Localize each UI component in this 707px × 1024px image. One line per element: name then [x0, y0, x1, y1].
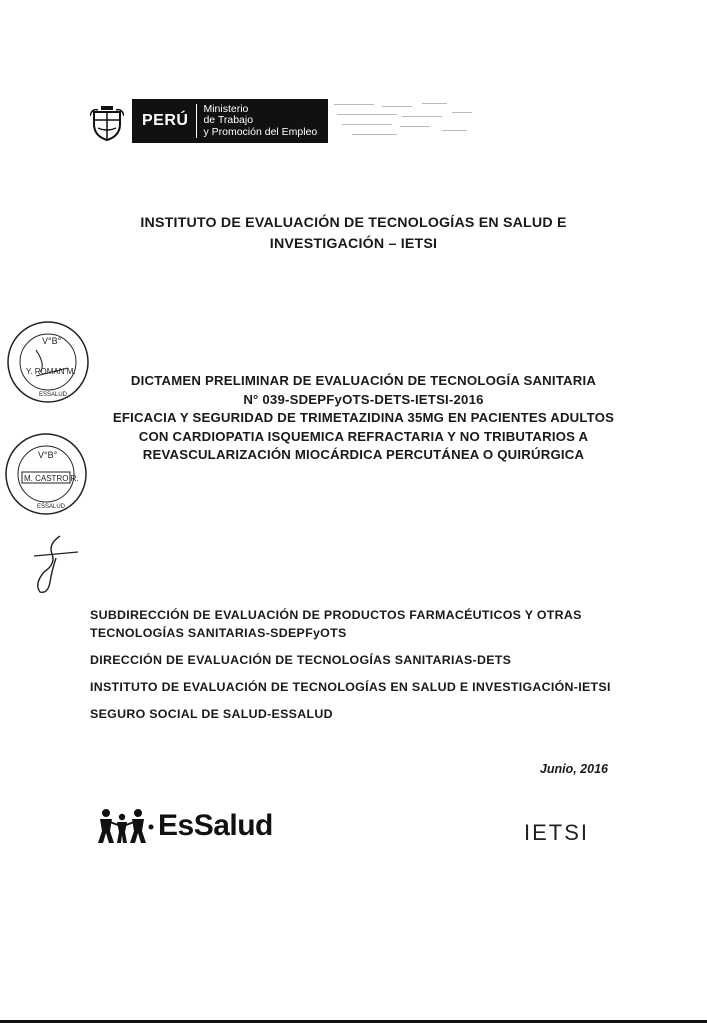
scan-noise — [332, 100, 482, 140]
ministry-line-3: y Promoción del Empleo — [203, 125, 318, 138]
organizations-list — [90, 606, 630, 732]
dictamen-line-2: N° 039-SDEPFyOTS-DETS-IETSI-2016 — [243, 391, 484, 407]
seal-2-name: M. CASTRO R. — [24, 474, 79, 483]
country-label: PERÚ — [142, 112, 189, 129]
page-bottom-border — [0, 1020, 707, 1023]
ministry-line-2: de Trabajo — [203, 114, 254, 127]
essalud-logo — [96, 806, 273, 846]
family-icon — [96, 807, 156, 845]
seal-1-vb: V°B° — [42, 336, 62, 346]
essalud-wordmark: EsSalud — [158, 809, 273, 842]
organization-item: DIRECCIÓN DE EVALUACIÓN DE TECNOLOGÍAS SANITARIAS-DETS — [90, 653, 512, 667]
organization-item: SEGURO SOCIAL DE SALUD-ESSALUD — [90, 707, 333, 721]
peru-coat-of-arms-icon — [90, 106, 124, 142]
ministry-line-1: Ministerio — [203, 102, 249, 115]
seal-2-vb: V°B° — [38, 450, 58, 460]
seal-1-org: ESSALUD — [39, 392, 68, 398]
institute-title-line-2: INVESTIGACIÓN – IETSI — [269, 236, 438, 252]
dictamen-line-1: DICTAMEN PRELIMINAR DE EVALUACIÓN DE TECNOLOGÍA SANITARIA — [130, 373, 597, 388]
dictamen-line-5: REVASCULARIZACIÓN MIOCÁRDICA PERCUTÁNEA O QUIRÚRGICA — [142, 447, 585, 462]
dictamen-line-4: CON CARDIOPATIA ISQUEMICA REFRACTARIA Y NO TRIBUTARIOS A — [138, 428, 589, 444]
document-date: Junio, 2016 — [539, 762, 608, 776]
seal-2-org: ESSALUD — [37, 504, 66, 510]
organization-item: SUBDIRECCIÓN DE EVALUACIÓN DE PRODUCTOS FARMACÉUTICOS Y OTRAS TECNOLOGÍAS SANITARIAS-SDEPFyOTS — [90, 608, 582, 640]
organization-item: INSTITUTO DE EVALUACIÓN DE TECNOLOGÍAS EN SALUD E INVESTIGACIÓN-IETSI — [90, 680, 611, 694]
approval-seal-roman — [6, 320, 90, 404]
institute-title-line-1: INSTITUTO DE EVALUACIÓN DE TECNOLOGÍAS EN SALUD E — [140, 215, 567, 231]
seal-1-name: Y. ROMAN M. — [26, 367, 76, 376]
ministry-logo — [132, 99, 328, 143]
handwritten-signature — [30, 534, 80, 596]
dictamen-title — [80, 372, 647, 465]
ministry-name — [197, 104, 317, 139]
approval-seal-castro — [4, 432, 88, 516]
ietsi-wordmark: IETSI — [524, 820, 590, 845]
institute-title — [70, 213, 637, 255]
dictamen-line-3: EFICACIA Y SEGURIDAD DE TRIMETAZIDINA 35MG EN PACIENTES ADULTOS — [112, 410, 615, 425]
